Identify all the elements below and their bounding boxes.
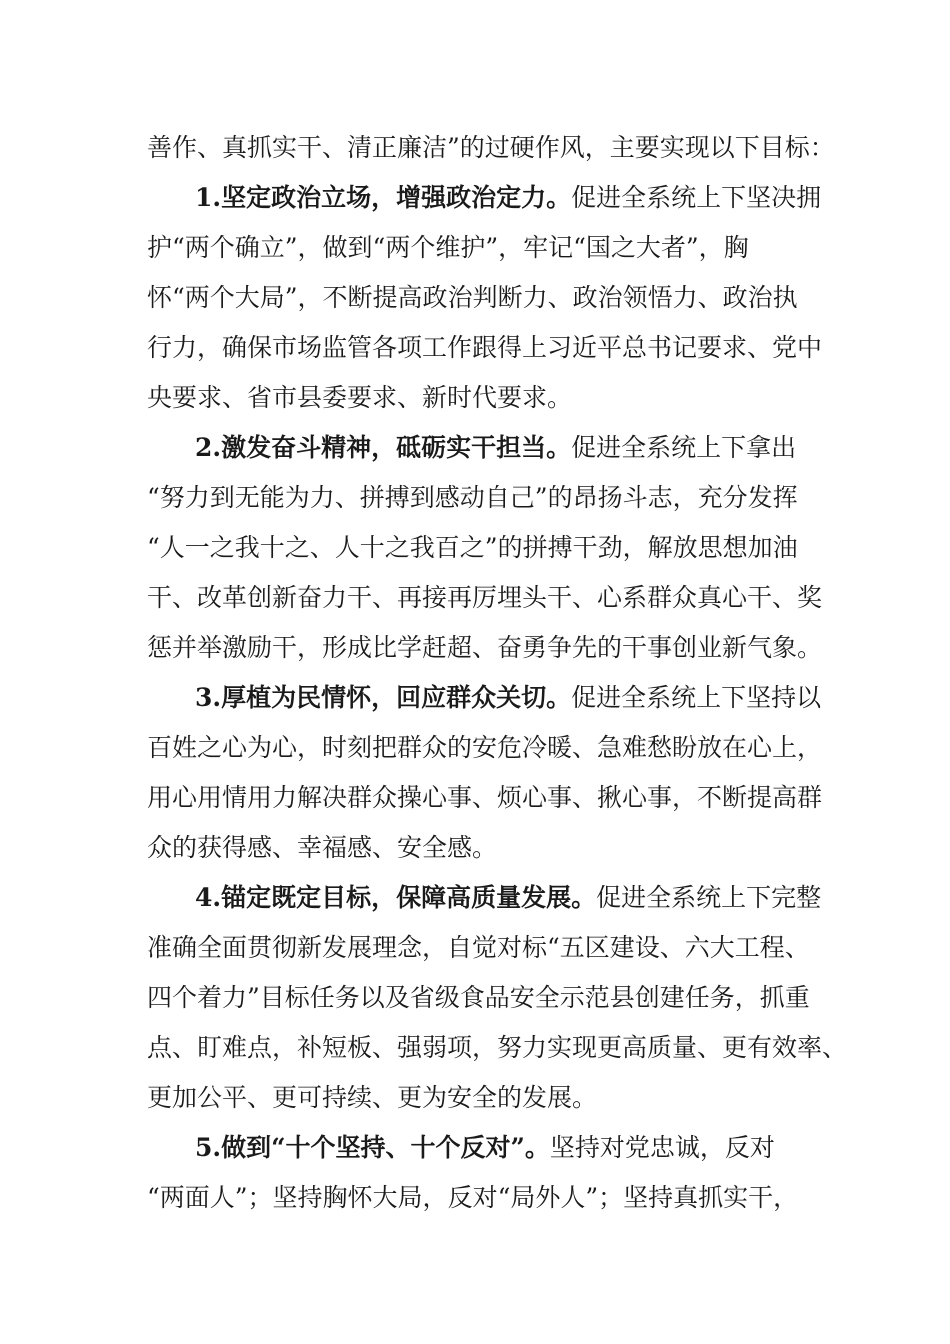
paragraph-line: “努力到无能为力、拼搏到感动自己”的昂扬斗志，充分发挥: [147, 483, 798, 512]
goal-5-heading: 5.做到“十个坚持、十个反对”。: [195, 1133, 550, 1162]
goal-5-text: 坚持对党忠诚，反对: [549, 1133, 775, 1162]
paragraph-line: 用心用情用力解决群众操心事、烦心事、揪心事，不断提高群: [147, 783, 823, 812]
goal-4-text: 促进全系统上下完整: [596, 883, 822, 912]
paragraph-line: 点、盯难点，补短板、强弱项，努力实现更高质量、更有效率、: [147, 1033, 847, 1062]
goal-5-line: [147, 1123, 847, 1173]
paragraph-line: 护“两个确立”，做到“两个维护”，牢记“国之大者”，胸: [147, 233, 749, 262]
goal-3-heading: 3.厚植为民情怀，回应群众关切。: [195, 683, 572, 712]
paragraph-line: 准确全面贯彻新发展理念，自觉对标“五区建设、六大工程、: [147, 933, 810, 962]
goal-4-heading: 4.锚定既定目标，保障高质量发展。: [195, 883, 597, 912]
paragraph-line: 更加公平、更可持续、更为安全的发展。: [147, 1083, 598, 1112]
goal-3-line: [147, 673, 847, 723]
paragraph-line: “人一之我十之、人十之我百之”的拼搏干劲，解放思想加油: [147, 533, 798, 562]
goal-4-line: [147, 873, 847, 923]
goal-2-text: 促进全系统上下拿出: [571, 433, 797, 462]
paragraph-line: 善作、真抓实干、清正廉洁”的过硬作风，主要实现以下目标：: [147, 133, 835, 162]
paragraph-line: 怀“两个大局”，不断提高政治判断力、政治领悟力、政治执: [147, 283, 798, 312]
paragraph-line: 干、改革创新奋力干、再接再厉埋头干、心系群众真心干、奖: [147, 583, 823, 612]
goal-1-text: 促进全系统上下坚决拥: [571, 183, 822, 212]
goal-2-line: [147, 423, 847, 473]
goal-3-text: 促进全系统上下坚持以: [571, 683, 822, 712]
paragraph-line: 央要求、省市县委要求、新时代要求。: [147, 383, 573, 412]
paragraph-line: 四个着力”目标任务以及省级食品安全示范县创建任务，抓重: [147, 983, 810, 1012]
paragraph-line: 惩并举激励干，形成比学赶超、奋勇争先的干事创业新气象。: [147, 633, 823, 662]
goal-1-heading: 1.坚定政治立场，增强政治定力。: [195, 183, 572, 212]
document-body: [147, 123, 847, 1223]
goal-2-heading: 2.激发奋斗精神，砥砺实干担当。: [195, 433, 572, 462]
paragraph-line: 行力，确保市场监管各项工作跟得上习近平总书记要求、党中: [147, 333, 823, 362]
paragraph-line: “两面人”；坚持胸怀大局，反对“局外人”；坚持真抓实干，: [147, 1183, 799, 1212]
goal-1-line: [147, 173, 847, 223]
paragraph-line: 众的获得感、幸福感、安全感。: [147, 833, 498, 862]
paragraph-line: 百姓之心为心，时刻把群众的安危冷暖、急难愁盼放在心上，: [147, 733, 823, 762]
